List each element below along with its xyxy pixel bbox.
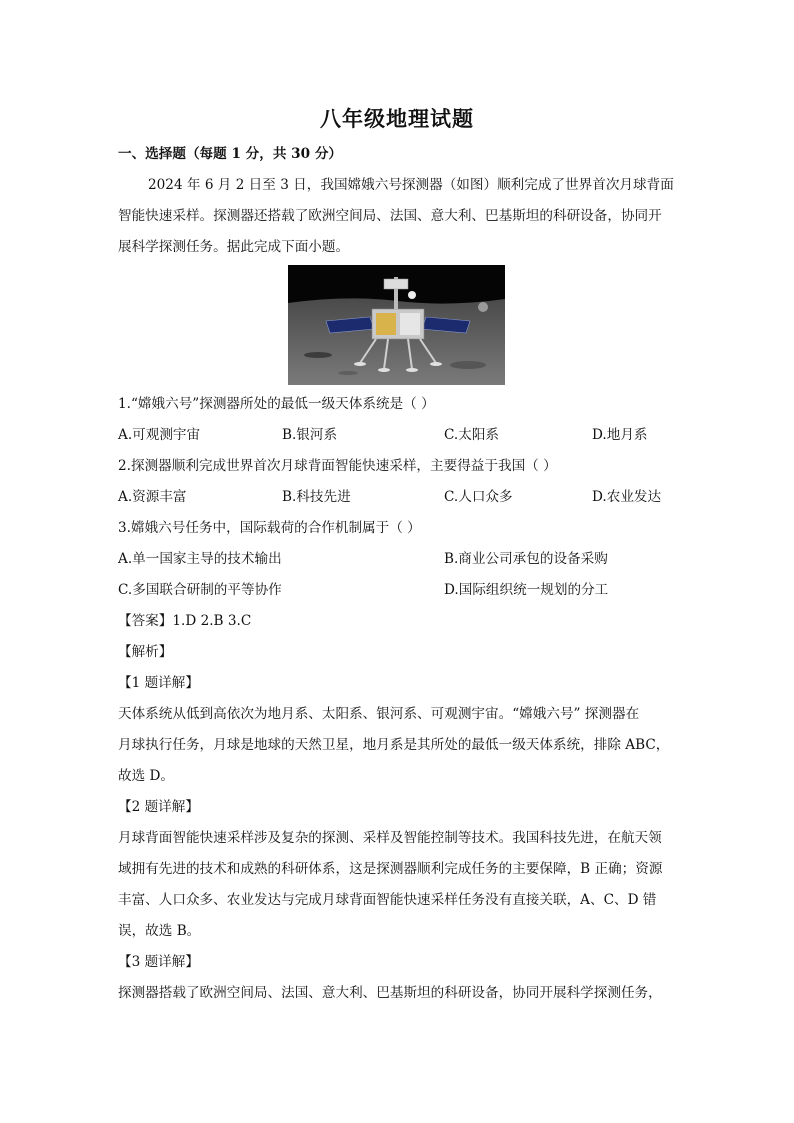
intro-line-2: 智能快速采样。探测器还搭载了欧洲空间局、法国、意大利、巴基斯坦的科研设备，协同开 [118, 208, 662, 224]
detail-2-line-3: 丰富、人口众多、农业发达与完成月球背面智能快速采样任务没有直接关联，A、C、D 错 [118, 892, 657, 908]
q2-option-d: D.农业发达 [592, 489, 662, 505]
analysis-heading: 【解析】 [118, 644, 173, 660]
q3-option-d: D.国际组织统一规划的分工 [444, 582, 609, 598]
detail-3-line-1: 探测器搭载了欧洲空间局、法国、意大利、巴基斯坦的科研设备，协同开展科学探测任务， [118, 985, 662, 1001]
page-title: 八年级地理试题 [320, 106, 474, 131]
q3-option-b: B.商业公司承包的设备采购 [444, 551, 608, 567]
q3-option-c: C.多国联合研制的平等协作 [118, 582, 282, 598]
detail-1-line-3: 故选 D。 [118, 768, 175, 784]
q2-option-b: B.科技先进 [282, 489, 351, 505]
detail-2-line-1: 月球背面智能快速采样涉及复杂的探测、采样及智能控制等技术。我国科技先进，在航天领 [118, 830, 662, 846]
detail-1-heading: 【1 题详解】 [118, 675, 199, 691]
detail-2-line-4: 误，故选 B。 [118, 923, 201, 939]
question-3-stem: 3.嫦娥六号任务中，国际载荷的合作机制属于（ ） [118, 520, 421, 536]
detail-3-heading: 【3 题详解】 [118, 954, 199, 970]
q3-option-a: A.单一国家主导的技术输出 [118, 551, 282, 567]
detail-1-line-2: 月球执行任务，月球是地球的天然卫星，地月系是其所处的最低一级天体系统，排除 ABC， [118, 737, 670, 753]
detail-1-line-1: 天体系统从低到高依次为地月系、太阳系、银河系、可观测宇宙。“嫦娥六号” 探测器在 [118, 706, 640, 722]
q1-option-c: C.太阳系 [444, 427, 500, 443]
section-heading: 一、选择题（每题 1 分，共 30 分） [118, 146, 343, 162]
q1-option-d: D.地月系 [592, 427, 648, 443]
intro-line-3: 展科学探测任务。据此完成下面小题。 [118, 239, 350, 255]
q2-option-c: C.人口众多 [444, 489, 513, 505]
question-2-stem: 2.探测器顺利完成世界首次月球背面智能快速采样，主要得益于我国（ ） [118, 458, 557, 474]
q2-option-a: A.资源丰富 [118, 489, 187, 505]
detail-2-heading: 【2 题详解】 [118, 799, 199, 815]
lunar-lander-image [288, 265, 505, 385]
question-1-stem: 1.“嫦娥六号”探测器所处的最低一级天体系统是（ ） [118, 396, 435, 412]
answer-line: 【答案】1.D 2.B 3.C [118, 613, 252, 629]
q1-option-a: A.可观测宇宙 [118, 427, 201, 443]
intro-line-1: 2024 年 6 月 2 日至 3 日，我国嫦娥六号探测器（如图）顺利完成了世界首次月球背面 [148, 177, 674, 193]
detail-2-line-2: 域拥有先进的技术和成熟的科研体系，这是探测器顺利完成任务的主要保障，B 正确；资源 [118, 861, 663, 877]
q1-option-b: B.银河系 [282, 427, 338, 443]
